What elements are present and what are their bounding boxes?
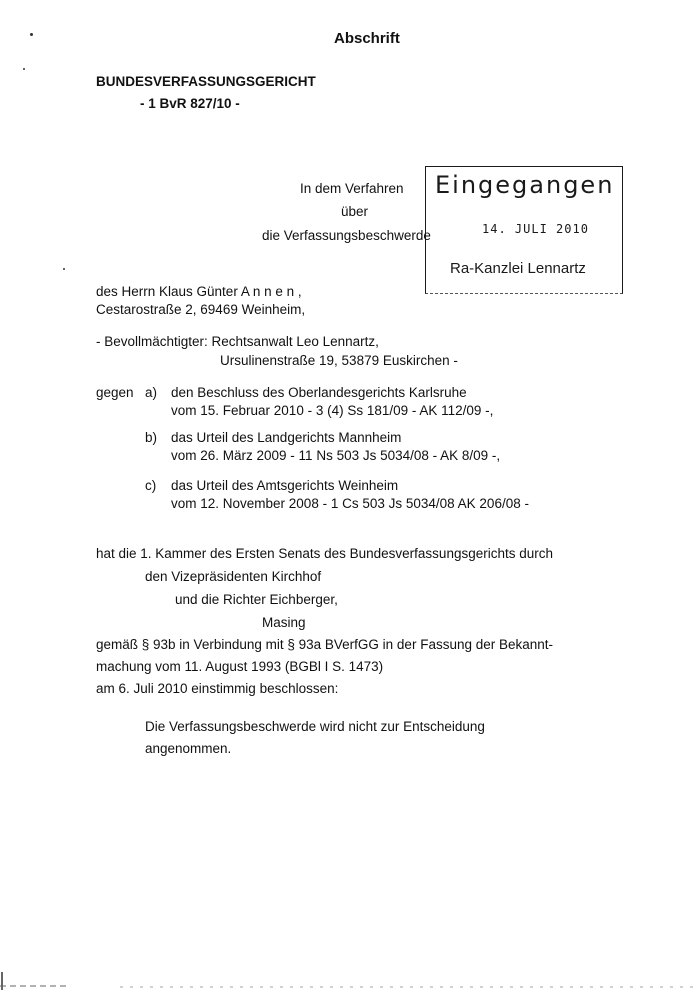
ruling-text: angenommen. bbox=[145, 741, 232, 756]
list-marker: a) bbox=[145, 385, 158, 400]
scan-speck bbox=[63, 268, 65, 270]
scan-speck bbox=[23, 68, 25, 70]
list-marker: c) bbox=[145, 478, 157, 493]
stamp-title: Eingegangen bbox=[435, 171, 615, 199]
scan-speck bbox=[30, 33, 33, 36]
list-marker: b) bbox=[145, 430, 158, 445]
decision-line: machung vom 11. August 1993 (BGBl I S. 1473) bbox=[96, 659, 384, 674]
counsel-address: Ursulinenstraße 19, 53879 Euskirchen - bbox=[220, 353, 458, 368]
list-item: vom 15. Februar 2010 - 3 (4) Ss 181/09 - AK 112/09 -, bbox=[171, 403, 494, 418]
decision-line: Masing bbox=[262, 615, 306, 630]
complainant-name: des Herrn Klaus Günter A n n e n , bbox=[96, 284, 302, 299]
list-item: vom 12. November 2008 - 1 Cs 503 Js 5034/08 AK 206/08 - bbox=[171, 496, 529, 511]
court-name: BUNDESVERFASSUNGSGERICHT bbox=[96, 74, 316, 89]
received-stamp bbox=[425, 166, 623, 294]
list-item: das Urteil des Landgerichts Mannheim bbox=[171, 430, 402, 445]
list-item: den Beschluss des Oberlandesgerichts Karlsruhe bbox=[171, 385, 467, 400]
decision-line: gemäß § 93b in Verbindung mit § 93a BVerfGG in der Fassung der Bekannt- bbox=[96, 637, 554, 652]
complainant-address: Cestarostraße 2, 69469 Weinheim, bbox=[96, 302, 306, 317]
case-number: - 1 BvR 827/10 - bbox=[140, 96, 240, 111]
against-label: gegen bbox=[96, 385, 134, 400]
decision-line: den Vizepräsidenten Kirchhof bbox=[145, 569, 322, 584]
stamp-date: 14. JULI 2010 bbox=[482, 222, 589, 236]
decision-line: am 6. Juli 2010 einstimmig beschlossen: bbox=[96, 681, 339, 696]
counsel-line: - Bevollmächtigter: Rechtsanwalt Leo Lennartz, bbox=[96, 334, 379, 349]
stamp-firm: Ra-Kanzlei Lennartz bbox=[450, 260, 586, 277]
intro-line: In dem Verfahren bbox=[300, 181, 404, 196]
list-item: vom 26. März 2009 - 11 Ns 503 Js 5034/08 - AK 8/09 -, bbox=[171, 448, 501, 463]
copy-mark: Abschrift bbox=[334, 30, 400, 47]
decision-line: hat die 1. Kammer des Ersten Senats des Bundesverfassungsgerichts durch bbox=[96, 546, 553, 561]
decision-line: und die Richter Eichberger, bbox=[175, 592, 338, 607]
ruling-text: Die Verfassungsbeschwerde wird nicht zur Entscheidung bbox=[145, 719, 485, 734]
intro-line: die Verfassungsbeschwerde bbox=[262, 228, 431, 243]
list-item: das Urteil des Amtsgerichts Weinheim bbox=[171, 478, 399, 493]
intro-line: über bbox=[341, 204, 369, 219]
